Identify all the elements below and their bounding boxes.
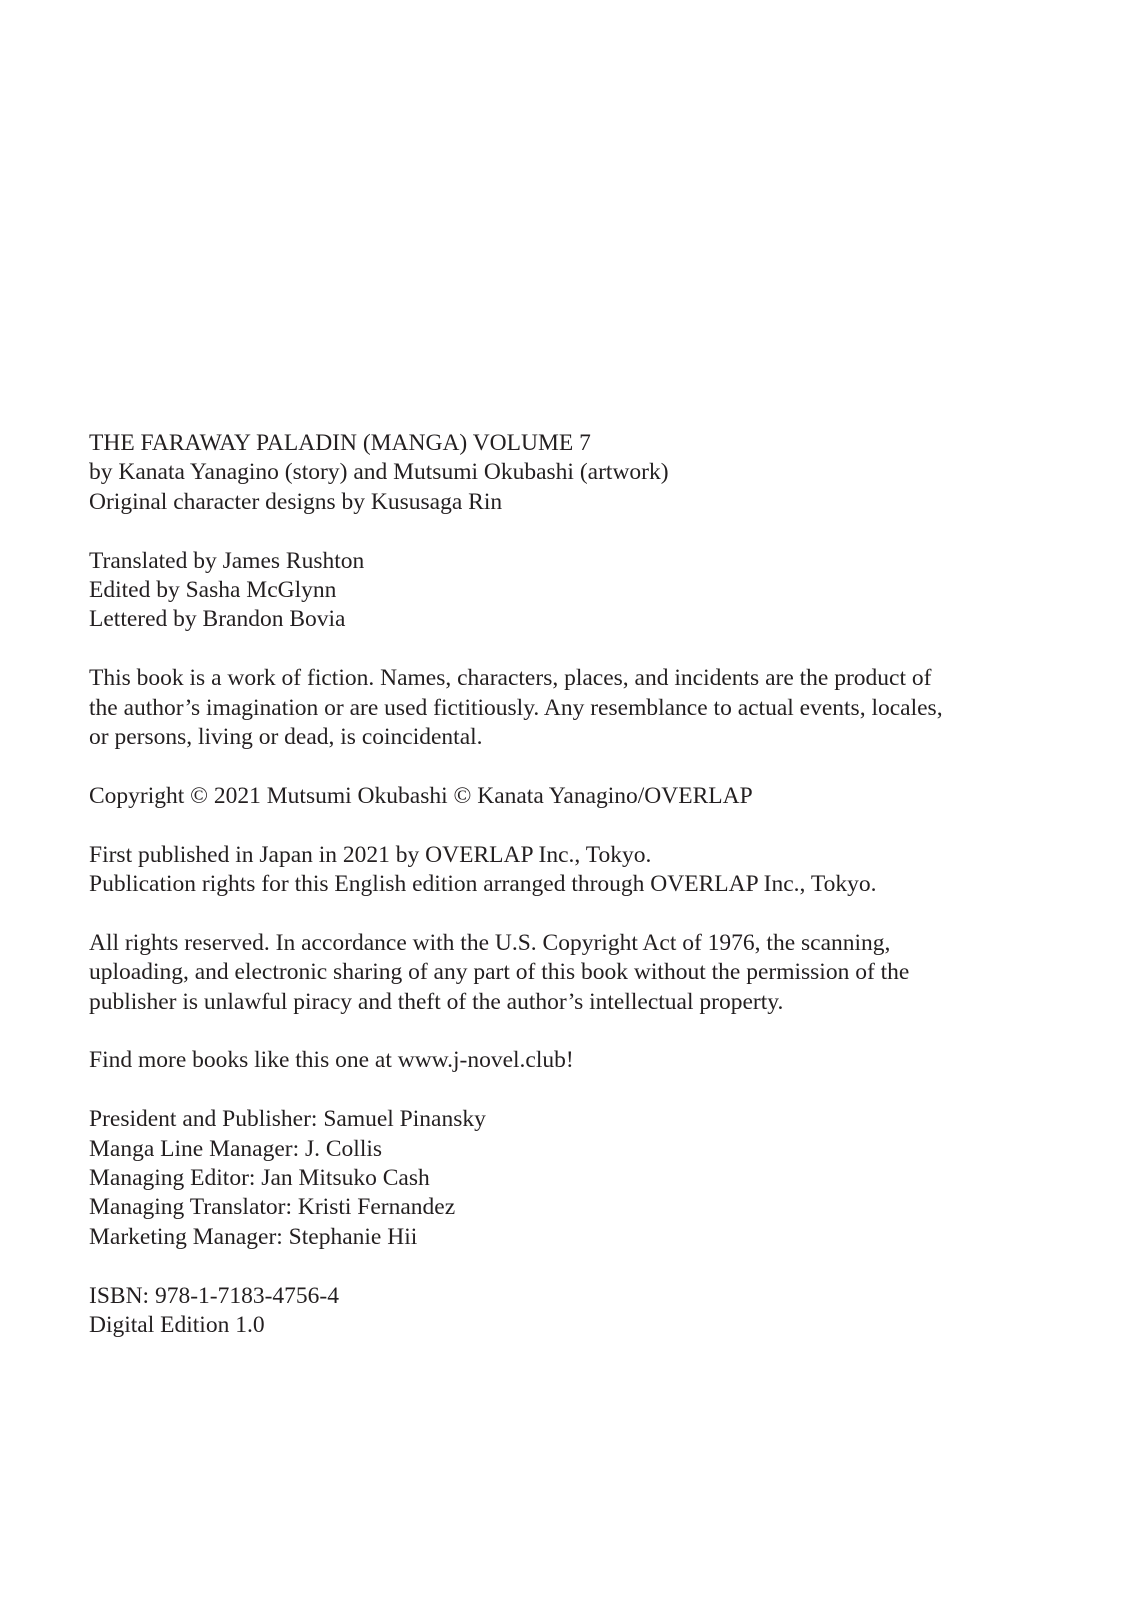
- disclaimer-line: or persons, living or dead, is coincidental.: [89, 724, 483, 751]
- book-title: THE FARAWAY PALADIN (MANGA) VOLUME 7: [89, 430, 591, 456]
- disclaimer-line: the author’s imagination or are used fictitiously. Any resemblance to actual events, locales,: [89, 694, 943, 721]
- staff-president: President and Publisher: Samuel Pinansky: [89, 1106, 486, 1133]
- staff-managing-translator: Managing Translator: Kristi Fernandez: [89, 1194, 456, 1221]
- promo-line: Find more books like this one at www.j-novel.club!: [89, 1047, 574, 1074]
- letterer-credit: Lettered by Brandon Bovia: [89, 606, 346, 633]
- edition-info: [89, 1282, 1069, 1341]
- title-block: [89, 429, 1069, 517]
- character-designs-line: Original character designs by Kususaga Rin: [89, 488, 503, 515]
- isbn-line: ISBN: 978-1-7183-4756-4: [89, 1282, 339, 1309]
- digital-edition-line: Digital Edition 1.0: [89, 1312, 265, 1339]
- fiction-disclaimer: [89, 664, 1069, 752]
- rights-line: publisher is unlawful piracy and theft of the author’s intellectual property.: [89, 988, 784, 1015]
- rights-line: uploading, and electronic sharing of any part of this book without the permission of the: [89, 959, 910, 986]
- credits-block: [89, 547, 1069, 635]
- staff-marketing-manager: Marketing Manager: Stephanie Hii: [89, 1223, 418, 1250]
- copyright-line: Copyright © 2021 Mutsumi Okubashi © Kanata Yanagino/OVERLAP: [89, 782, 753, 809]
- copyright-text: [89, 429, 1069, 1340]
- translator-credit: Translated by James Rushton: [89, 547, 365, 574]
- staff-managing-editor: Managing Editor: Jan Mitsuko Cash: [89, 1165, 430, 1192]
- copyright-notice: [89, 782, 1069, 811]
- publication-line: First published in Japan in 2021 by OVERLAP Inc., Tokyo.: [89, 841, 652, 868]
- disclaimer-line: This book is a work of fiction. Names, characters, places, and incidents are the product of: [89, 665, 932, 692]
- publication-notice: [89, 841, 1069, 900]
- staff-list: [89, 1105, 1069, 1252]
- authors-line: by Kanata Yanagino (story) and Mutsumi Okubashi (artwork): [89, 459, 669, 486]
- rights-line: All rights reserved. In accordance with the U.S. Copyright Act of 1976, the scanning,: [89, 929, 891, 956]
- rights-notice: [89, 929, 1069, 1017]
- publication-line: Publication rights for this English edition arranged through OVERLAP Inc., Tokyo.: [89, 871, 877, 898]
- staff-manga-line-manager: Manga Line Manager: J. Collis: [89, 1135, 383, 1162]
- promo-notice: [89, 1046, 1069, 1075]
- editor-credit: Edited by Sasha McGlynn: [89, 577, 337, 604]
